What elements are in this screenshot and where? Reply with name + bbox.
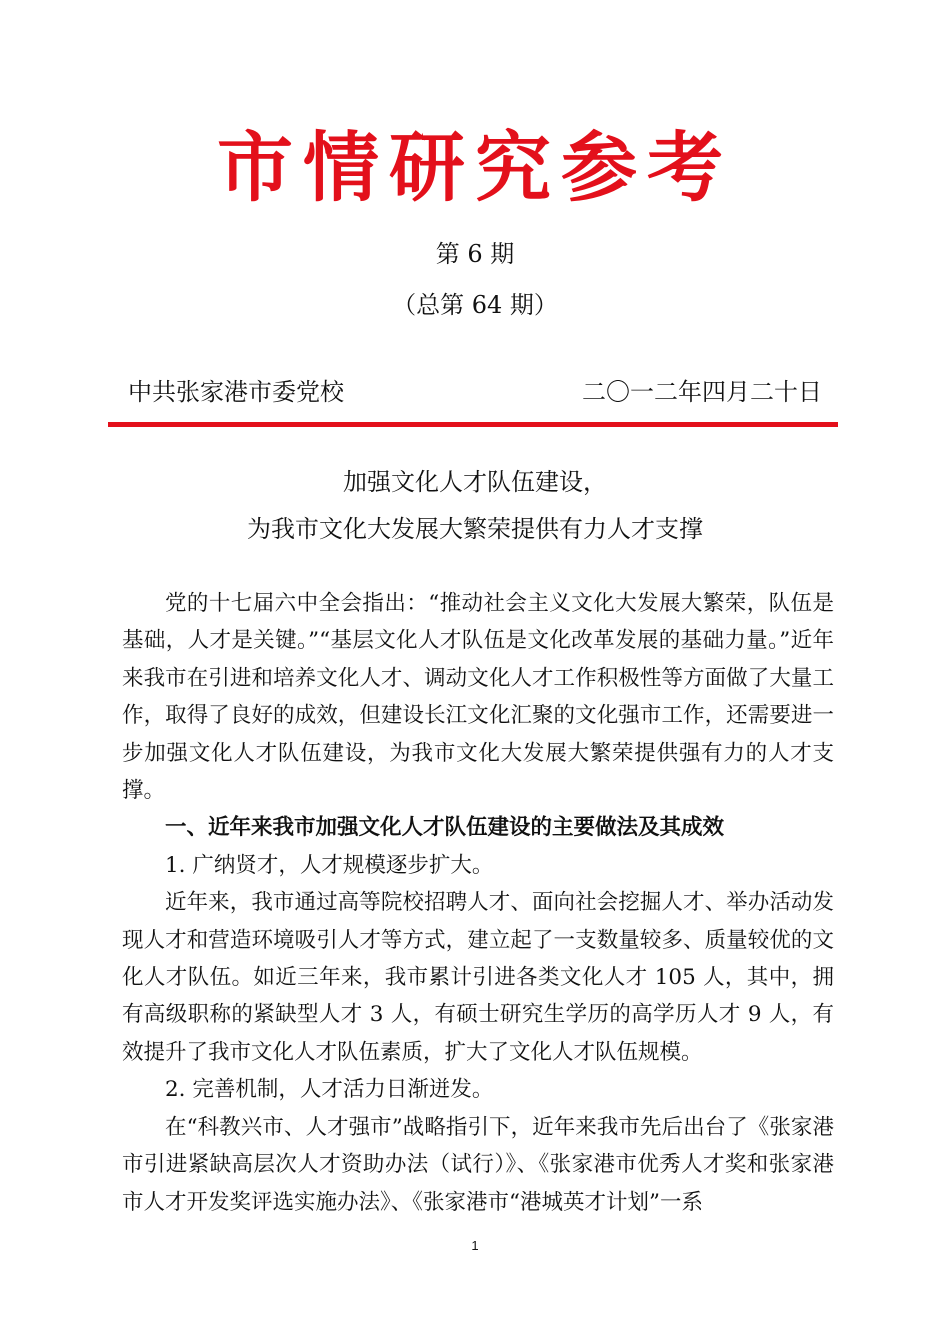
publish-date: 二〇一二年四月二十日 [582, 378, 822, 406]
article-title-line-2: 为我市文化大发展大繁荣提供有力人才支撑 [247, 515, 703, 543]
paragraph: 党的十七届六中全会指出：“推动社会主义文化大发展大繁荣，队伍是基础，人才是关键。”“基层文化人才队伍是文化改革发展的基础力量。”近年来我市在引进和培养文化人才、调动文化人才工作积极性等方面做了大量工作，取得了良好的成效，但建设长江文化汇聚的文化强市工作，还需要进一步加强文化人才队伍建设，为我市文化大发展大繁荣提供强有力的人才支撑。 [122, 591, 834, 804]
issue-total: （总第 64 期） [392, 291, 558, 319]
issue-number: 第 6 期 [435, 240, 515, 268]
page-number: 1 [471, 1238, 479, 1253]
red-divider-rule [108, 422, 838, 427]
article-title-line-1: 加强文化人才队伍建设， [343, 468, 607, 496]
masthead-title: 市情研究参考 [217, 123, 733, 212]
organization-name: 中共张家港市委党校 [128, 378, 344, 406]
section-heading: 一、近年来我市加强文化人才队伍建设的主要做法及其成效 [165, 815, 725, 841]
paragraph: 2. 完善机制，人才活力日渐迸发。 [165, 1077, 494, 1103]
paragraph: 1. 广纳贤才，人才规模逐步扩大。 [165, 852, 494, 878]
org-date-line [128, 376, 822, 408]
paragraph: 在“科教兴市、人才强市”战略指引下，近年来我市先后出台了《张家港市引进紧缺高层次人才资助办法（试行）》、《张家港市优秀人才奖和张家港市人才开发奖评选实施办法》、《张家港市“港城英才计划”一系 [122, 1114, 834, 1215]
paragraph: 近年来，我市通过高等院校招聘人才、面向社会挖掘人才、举办活动发现人才和营造环境吸引人才等方式，建立起了一支数量较多、质量较优的文化人才队伍。如近三年来，我市累计引进各类文化人才 105 人，其中，拥有高级职称的紧缺型人才 3 人，有硕士研究生学历的高学历人才 9 人，有效提升了我市文化人才队伍素质，扩大了文化人才队伍规模。 [122, 890, 834, 1065]
article-body [122, 585, 834, 1221]
